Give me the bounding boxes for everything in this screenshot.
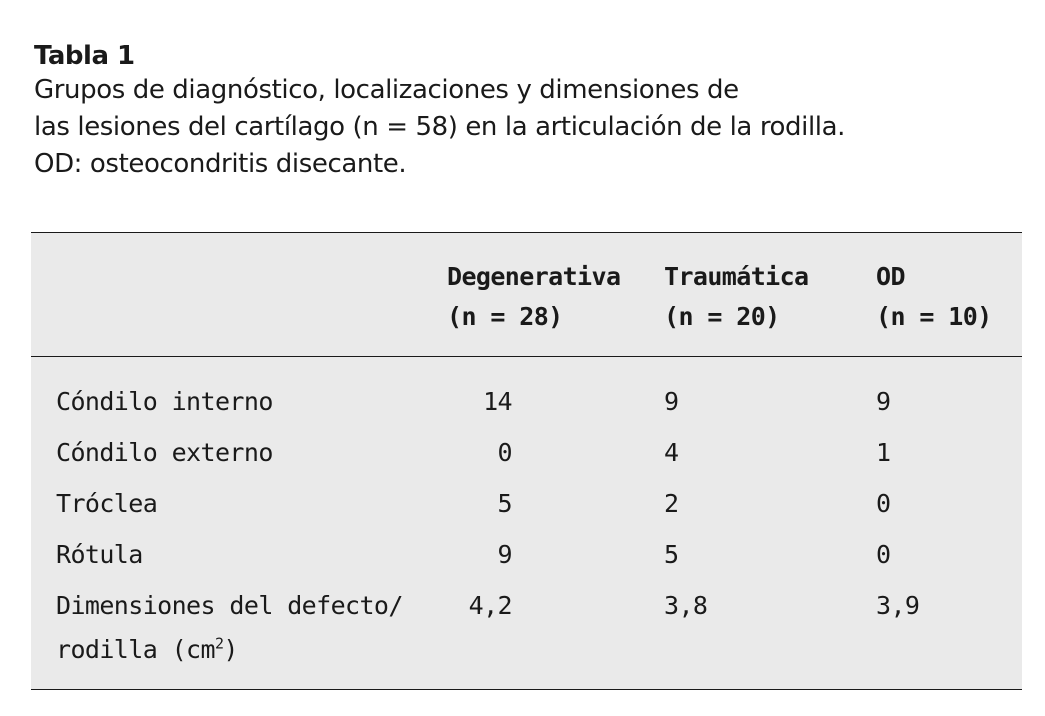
row-label-unit-text: rodilla (cm xyxy=(56,635,215,664)
cell-traumatica: 2 xyxy=(664,489,679,518)
table-label: Tabla 1 xyxy=(34,41,135,71)
cell-degenerativa: 0 xyxy=(497,438,512,467)
row-label-rotula: Rótula xyxy=(56,540,143,569)
table-bottom-rule xyxy=(31,689,1022,690)
cell-degenerativa: 5 xyxy=(497,489,512,518)
column-header-name: OD xyxy=(876,262,905,291)
row-label-condilo-externo: Cóndilo externo xyxy=(56,438,273,467)
column-header-count: (n = 28) xyxy=(447,302,563,331)
row-label-line-1: Dimensiones del defecto/ xyxy=(56,591,403,620)
row-label-condilo-interno: Cóndilo interno xyxy=(56,387,273,416)
cell-degenerativa: 4,2 xyxy=(468,591,512,620)
row-label-line-2 xyxy=(56,631,403,669)
table-caption xyxy=(34,40,1024,183)
caption-line-1: Grupos de diagnóstico, localizaciones y dimensiones de xyxy=(34,75,739,105)
cell-od: 0 xyxy=(876,540,891,569)
cell-od: 9 xyxy=(876,387,891,416)
column-header-count: (n = 10) xyxy=(876,302,992,331)
cell-traumatica: 5 xyxy=(664,540,679,569)
column-header-name: Traumática xyxy=(664,262,809,291)
column-header-name: Degenerativa xyxy=(447,262,621,291)
cell-traumatica: 9 xyxy=(664,387,679,416)
column-header-degenerativa xyxy=(447,257,620,337)
table-header-rule xyxy=(31,356,1022,357)
superscript-exponent: 2 xyxy=(214,634,224,653)
column-header-od xyxy=(876,257,992,337)
cell-od: 1 xyxy=(876,438,891,467)
caption-line-3: OD: osteocondritis disecante. xyxy=(34,149,407,179)
row-label-troclea: Tróclea xyxy=(56,489,158,518)
caption-line-2: las lesiones del cartílago (n = 58) en la articulación de la rodilla. xyxy=(34,112,846,142)
cell-od: 0 xyxy=(876,489,891,518)
cell-degenerativa: 9 xyxy=(497,540,512,569)
column-header-count: (n = 20) xyxy=(664,302,780,331)
column-header-traumatica xyxy=(664,257,809,337)
row-label-close-paren: ) xyxy=(223,635,238,664)
cell-od: 3,9 xyxy=(876,591,920,620)
row-label-dimensiones xyxy=(56,587,403,669)
cell-traumatica: 3,8 xyxy=(664,591,708,620)
cell-traumatica: 4 xyxy=(664,438,679,467)
cell-degenerativa: 14 xyxy=(483,387,512,416)
table-top-rule xyxy=(31,232,1022,233)
